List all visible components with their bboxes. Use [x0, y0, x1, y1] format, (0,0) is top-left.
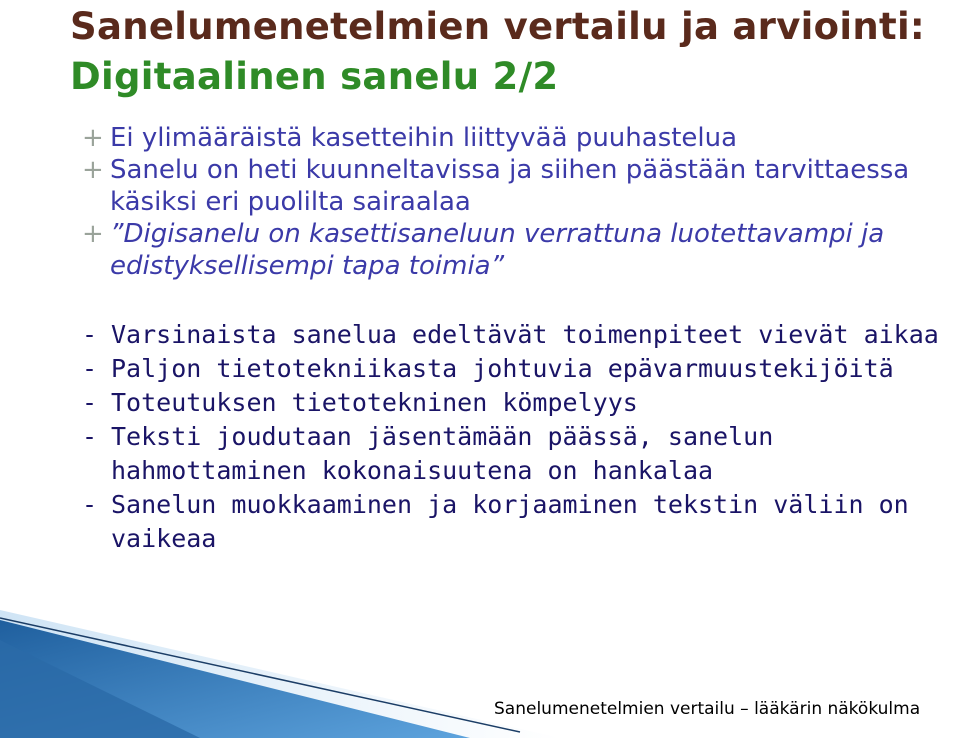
- pro-text: Sanelu on heti kuunneltavissa ja siihen päästään tarvittaessa käsiksi eri puolilta sairaalaa: [110, 155, 910, 217]
- con-item: [82, 318, 957, 352]
- minus-marker: -: [82, 320, 98, 349]
- con-item: [82, 352, 957, 386]
- con-text: Paljon tietotekniikasta johtuvia epävarmuustekijöitä: [111, 354, 894, 383]
- minus-marker: -: [82, 490, 98, 519]
- minus-marker: -: [82, 388, 98, 417]
- con-text: Toteutuksen tietotekninen kömpelyys: [111, 388, 638, 417]
- decorative-swoosh: [0, 600, 560, 738]
- pro-item: [82, 154, 957, 218]
- con-item: [82, 386, 957, 420]
- minus-marker: -: [82, 354, 98, 383]
- pro-text: ”Digisanelu on kasettisaneluun verrattuna luotettavampi ja edistyksellisempi tapa toimia”: [110, 219, 885, 281]
- con-text: Sanelun muokkaaminen ja korjaaminen tekstin väliin on vaikeaa: [111, 490, 909, 553]
- slide-content: [82, 122, 957, 556]
- pro-item: [82, 122, 957, 154]
- plus-marker: +: [82, 155, 104, 185]
- con-text: Teksti joudutaan jäsentämään päässä, sanelun hahmottaminen kokonaisuutena on hankalaa: [111, 422, 774, 485]
- slide-footer: Sanelumenetelmien vertailu – lääkärin näkökulma: [494, 699, 921, 719]
- title-line-1: Sanelumenetelmien vertailu ja arviointi:: [70, 5, 926, 48]
- con-text: Varsinaista sanelua edeltävät toimenpiteet vievät aikaa: [111, 320, 939, 349]
- pro-text: Ei ylimääräistä kasetteihin liittyvää puuhastelua: [110, 123, 738, 153]
- con-item: [82, 488, 957, 556]
- title-line-2: Digitaalinen sanelu 2/2: [70, 55, 559, 98]
- plus-marker: +: [82, 123, 104, 153]
- slide-title: [70, 2, 925, 102]
- plus-marker: +: [82, 219, 104, 249]
- pro-item-quote: [82, 218, 957, 282]
- minus-marker: -: [82, 422, 98, 451]
- spacer: [82, 282, 957, 318]
- con-item: [82, 420, 957, 488]
